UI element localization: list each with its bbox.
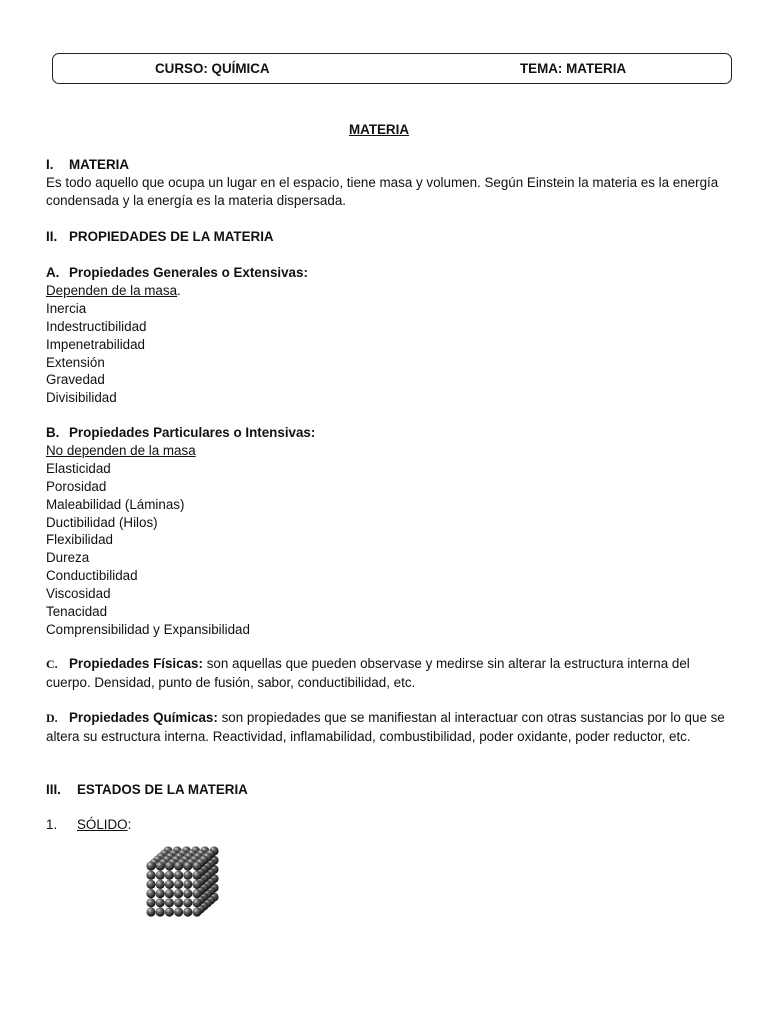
subsection-quimicas xyxy=(46,709,738,746)
lattice-sphere xyxy=(156,907,165,916)
lattice-sphere xyxy=(192,861,201,870)
lattice-sphere xyxy=(192,898,201,907)
property-list xyxy=(46,300,738,407)
lattice-sphere xyxy=(183,861,192,870)
subsection-letter: C. xyxy=(46,657,58,671)
list-item: Flexibilidad xyxy=(46,532,113,548)
subsection-letter: A. xyxy=(46,265,60,280)
lattice-sphere xyxy=(183,907,192,916)
state-number: 1. xyxy=(46,817,58,832)
lattice-sphere xyxy=(156,871,165,880)
list-item: Conductibilidad xyxy=(46,568,138,584)
list-item: Indestructibilidad xyxy=(46,318,147,334)
lattice-sphere xyxy=(174,871,183,880)
header-box xyxy=(52,53,732,84)
section-title: MATERIA xyxy=(69,157,130,172)
lattice-sphere xyxy=(174,880,183,889)
section-number: I. xyxy=(46,157,54,172)
section-estados xyxy=(46,781,738,799)
lattice-sphere xyxy=(192,871,201,880)
lattice-sphere xyxy=(146,861,155,870)
subsection-note: No dependen de la masa xyxy=(46,442,196,458)
lattice-sphere xyxy=(165,898,174,907)
lattice-sphere xyxy=(156,880,165,889)
list-item: Viscosidad xyxy=(46,586,111,602)
lattice-sphere xyxy=(192,907,201,916)
solid-lattice-icon xyxy=(144,836,232,922)
lattice-sphere xyxy=(174,898,183,907)
lattice-sphere xyxy=(183,889,192,898)
lattice-sphere xyxy=(192,880,201,889)
topic-label: TEMA: MATERIA xyxy=(520,61,627,76)
subsection-generales xyxy=(46,264,738,407)
section-propiedades xyxy=(46,228,738,246)
subsection-body: son propiedades que se manifiestan al interactuar con otras sustancias por lo que se altera su estructura interna. Reactividad, inflamabilidad, combustibilidad, poder oxidante, poder reductor, etc. xyxy=(46,710,725,744)
list-item: Porosidad xyxy=(46,478,107,494)
state-label: SÓLIDO xyxy=(77,817,128,832)
lattice-sphere xyxy=(165,907,174,916)
lattice-sphere xyxy=(183,898,192,907)
list-item: Impenetrabilidad xyxy=(46,336,146,352)
lattice-sphere xyxy=(183,880,192,889)
list-item: Elasticidad xyxy=(46,460,111,476)
lattice-sphere xyxy=(174,861,183,870)
list-item: Divisibilidad xyxy=(46,390,117,406)
lattice-sphere xyxy=(165,861,174,870)
list-item: Inercia xyxy=(46,300,87,316)
lattice-sphere xyxy=(192,889,201,898)
state-solido xyxy=(46,816,738,834)
subsection-note xyxy=(46,282,738,300)
lattice-sphere xyxy=(146,907,155,916)
page-title: MATERIA xyxy=(348,122,409,137)
lattice-sphere xyxy=(146,871,155,880)
subsection-letter: B. xyxy=(46,425,60,440)
lattice-sphere xyxy=(146,889,155,898)
section-title: PROPIEDADES DE LA MATERIA xyxy=(69,229,274,244)
course-label: CURSO: QUÍMICA xyxy=(155,61,270,76)
section-number: II. xyxy=(46,229,58,244)
list-item: Gravedad xyxy=(46,372,105,388)
lattice-sphere xyxy=(156,861,165,870)
section-number: III. xyxy=(46,782,61,797)
subsection-title: Propiedades Generales o Extensivas: xyxy=(69,265,308,280)
lattice-sphere xyxy=(174,907,183,916)
section-body: Es todo aquello que ocupa un lugar en el espacio, tiene masa y volumen. Según Einstein la materia es la energía condensada y la energía es la materia dispersada. xyxy=(46,174,719,208)
note-underlined: Dependen de la masa xyxy=(46,282,178,298)
property-list xyxy=(46,460,738,639)
subsection-fisicas xyxy=(46,655,738,692)
lattice-sphere xyxy=(165,871,174,880)
subsection-title: Propiedades Químicas: xyxy=(69,710,218,725)
subsection-letter: D. xyxy=(46,711,58,725)
subsection-title: Propiedades Físicas: xyxy=(69,656,203,671)
section-heading xyxy=(46,156,738,174)
section-materia xyxy=(46,156,738,210)
list-item: Extensión xyxy=(46,354,105,370)
subsection-particulares xyxy=(46,424,738,639)
list-item: Ductibilidad (Hilos) xyxy=(46,514,158,530)
list-item: Comprensibilidad y Expansibilidad xyxy=(46,621,250,637)
lattice-sphere xyxy=(165,880,174,889)
lattice-sphere xyxy=(146,898,155,907)
lattice-sphere xyxy=(174,889,183,898)
state-colon: : xyxy=(127,817,132,832)
list-item: Dureza xyxy=(46,550,90,566)
lattice-sphere xyxy=(165,889,174,898)
lattice-sphere xyxy=(183,871,192,880)
lattice-sphere xyxy=(156,889,165,898)
lattice-sphere xyxy=(146,880,155,889)
subsection-title: Propiedades Particulares o Intensivas: xyxy=(69,425,316,440)
note-period: . xyxy=(177,282,181,298)
section-title: ESTADOS DE LA MATERIA xyxy=(77,782,248,797)
lattice-sphere xyxy=(156,898,165,907)
subsection-body: son aquellas que pueden observase y medirse sin alterar la estructura interna del cuerpo. Densidad, punto de fusión, sabor, conductibilidad, etc. xyxy=(46,656,690,690)
subsection-heading xyxy=(46,424,738,442)
list-item: Tenacidad xyxy=(46,604,108,620)
subsection-heading xyxy=(46,264,738,282)
list-item: Maleabilidad (Láminas) xyxy=(46,496,185,512)
